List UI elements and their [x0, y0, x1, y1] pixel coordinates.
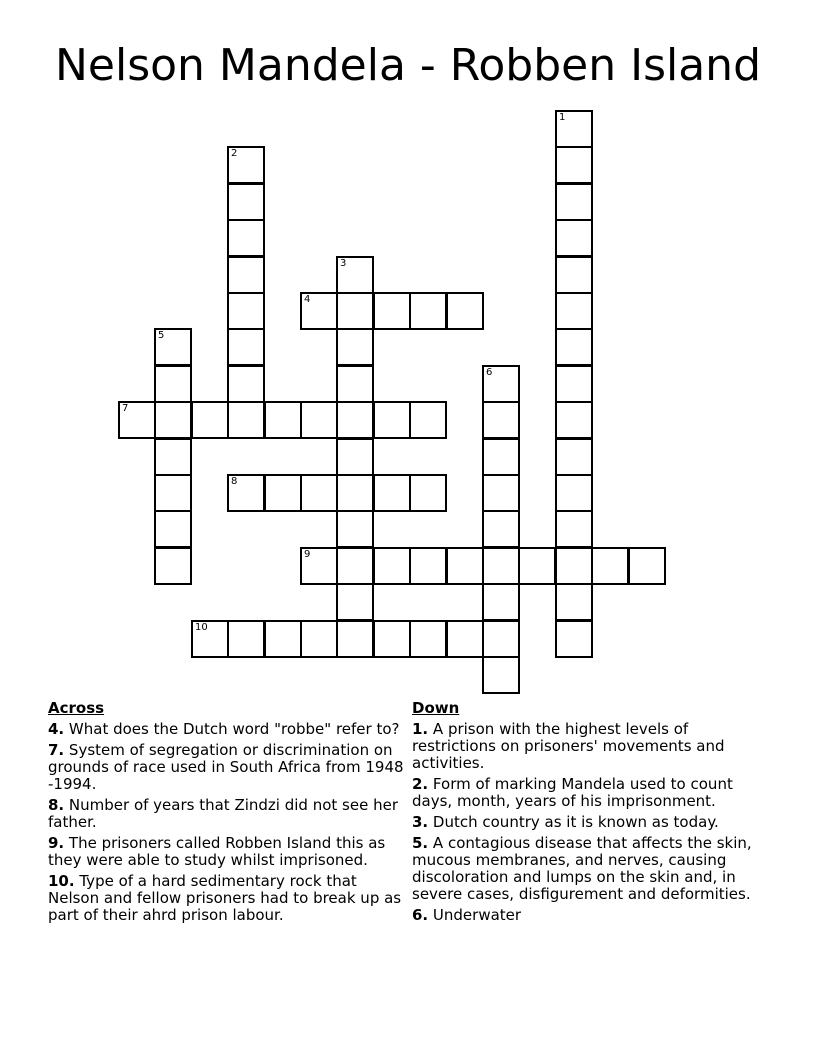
grid-cell[interactable]	[227, 292, 265, 330]
grid-cell[interactable]	[227, 183, 265, 221]
clue-text: A contagious disease that affects the skin, mucous membranes, and nerves, causing discoloration and lumps on the skin and, in severe cases, disfigurement and deformities.	[412, 834, 752, 903]
grid-cell[interactable]	[446, 547, 484, 585]
grid-cell[interactable]	[482, 656, 520, 694]
grid-cell[interactable]	[336, 620, 374, 658]
clue-item	[48, 873, 406, 924]
grid-cell[interactable]	[336, 365, 374, 403]
clue-item	[48, 835, 406, 869]
cell-number: 10	[195, 622, 208, 633]
clue-item	[412, 835, 762, 903]
grid-cell[interactable]	[227, 328, 265, 366]
clue-text: Dutch country as it is known as today.	[432, 813, 719, 831]
cell-number: 5	[158, 330, 165, 341]
cell-number: 7	[122, 403, 129, 414]
grid-cell[interactable]	[227, 256, 265, 294]
cell-number: 3	[340, 258, 347, 269]
grid-cell[interactable]	[191, 401, 229, 439]
grid-cell[interactable]	[336, 510, 374, 548]
grid-cell[interactable]	[227, 620, 265, 658]
grid-cell[interactable]	[446, 620, 484, 658]
grid-cell[interactable]	[154, 438, 192, 476]
clue-item	[412, 907, 762, 924]
grid-cell[interactable]	[409, 401, 447, 439]
grid-cell[interactable]	[336, 328, 374, 366]
grid-cell[interactable]	[555, 183, 593, 221]
clue-text: Underwater	[432, 906, 522, 924]
grid-cell[interactable]	[227, 474, 265, 512]
grid-cell[interactable]	[336, 474, 374, 512]
grid-cell[interactable]	[482, 365, 520, 403]
clue-number: 9.	[48, 834, 65, 852]
grid-cell[interactable]	[336, 547, 374, 585]
grid-cell[interactable]	[518, 547, 556, 585]
cell-number: 9	[304, 549, 311, 560]
grid-cell[interactable]	[300, 547, 338, 585]
grid-cell[interactable]	[482, 401, 520, 439]
clue-number: 4.	[48, 720, 65, 738]
clue-text: A prison with the highest levels of restrictions on prisoners' movements and activities.	[412, 720, 725, 772]
clue-text: Number of years that Zindzi did not see her father.	[48, 796, 398, 831]
down-heading: Down	[412, 699, 460, 717]
grid-cell[interactable]	[264, 474, 302, 512]
clue-item	[48, 742, 406, 793]
grid-cell[interactable]	[154, 365, 192, 403]
clue-text: The prisoners called Robben Island this as they were able to study whilst imprisoned.	[48, 834, 386, 869]
grid-cell[interactable]	[555, 110, 593, 148]
grid-cell[interactable]	[555, 256, 593, 294]
grid-cell[interactable]	[336, 292, 374, 330]
grid-cell[interactable]	[373, 620, 411, 658]
clue-number: 8.	[48, 796, 65, 814]
grid-cell[interactable]	[555, 510, 593, 548]
clue-text: Type of a hard sedimentary rock that Nelson and fellow prisoners had to break up as part of their ahrd prison labour.	[48, 872, 402, 924]
grid-cell[interactable]	[300, 292, 338, 330]
cell-number: 6	[486, 367, 493, 378]
cell-number: 8	[231, 476, 238, 487]
grid-cell[interactable]	[373, 547, 411, 585]
grid-cell[interactable]	[373, 292, 411, 330]
grid-cell[interactable]	[118, 401, 156, 439]
grid-cell[interactable]	[555, 547, 593, 585]
grid-cell[interactable]	[336, 256, 374, 294]
clue-item	[412, 776, 762, 810]
grid-cell[interactable]	[555, 474, 593, 512]
clue-item	[412, 721, 762, 772]
grid-cell[interactable]	[300, 474, 338, 512]
grid-cell[interactable]	[482, 620, 520, 658]
grid-cell[interactable]	[555, 219, 593, 257]
cell-number: 1	[559, 112, 566, 123]
grid-cell[interactable]	[409, 474, 447, 512]
grid-cell[interactable]	[227, 365, 265, 403]
grid-cell[interactable]	[191, 620, 229, 658]
grid-cell[interactable]	[555, 146, 593, 184]
grid-cell[interactable]	[555, 292, 593, 330]
clue-item	[412, 814, 762, 831]
grid-cell[interactable]	[154, 401, 192, 439]
grid-cell[interactable]	[154, 510, 192, 548]
grid-cell[interactable]	[154, 328, 192, 366]
clue-number: 10.	[48, 872, 75, 890]
grid-cell[interactable]	[555, 365, 593, 403]
grid-cell[interactable]	[628, 547, 666, 585]
grid-cell[interactable]	[482, 438, 520, 476]
grid-cell[interactable]	[482, 583, 520, 621]
clue-text: Form of marking Mandela used to count days, month, years of his imprisonment.	[412, 775, 733, 810]
grid-cell[interactable]	[336, 583, 374, 621]
grid-cell[interactable]	[227, 146, 265, 184]
grid-cell[interactable]	[555, 583, 593, 621]
clue-number: 6.	[412, 906, 429, 924]
grid-cell[interactable]	[555, 620, 593, 658]
grid-cell[interactable]	[227, 219, 265, 257]
grid-cell[interactable]	[409, 620, 447, 658]
grid-cell[interactable]	[373, 401, 411, 439]
grid-cell[interactable]	[300, 620, 338, 658]
grid-cell[interactable]	[409, 547, 447, 585]
down-clues	[412, 700, 762, 928]
across-heading: Across	[48, 699, 105, 717]
across-clues	[48, 700, 406, 928]
grid-cell[interactable]	[446, 292, 484, 330]
clue-number: 2.	[412, 775, 429, 793]
clue-number: 7.	[48, 741, 65, 759]
clue-text: System of segregation or discrimination on grounds of race used in South Africa from 1948 -1994.	[48, 741, 404, 793]
grid-cell[interactable]	[300, 401, 338, 439]
cell-number: 4	[304, 294, 311, 305]
grid-cell[interactable]	[555, 328, 593, 366]
cell-number: 2	[231, 148, 238, 159]
grid-cell[interactable]	[591, 547, 629, 585]
puzzle-title: Nelson Mandela - Robben Island	[55, 40, 761, 91]
clue-text: What does the Dutch word "robbe" refer to?	[68, 720, 400, 738]
grid-cell[interactable]	[264, 620, 302, 658]
clue-number: 5.	[412, 834, 429, 852]
grid-cell[interactable]	[264, 401, 302, 439]
grid-cell[interactable]	[154, 547, 192, 585]
clue-number: 1.	[412, 720, 429, 738]
clue-item	[48, 721, 406, 738]
grid-cell[interactable]	[555, 438, 593, 476]
grid-cell[interactable]	[373, 474, 411, 512]
grid-cell[interactable]	[555, 401, 593, 439]
grid-cell[interactable]	[336, 401, 374, 439]
grid-cell[interactable]	[154, 474, 192, 512]
grid-cell[interactable]	[409, 292, 447, 330]
grid-cell[interactable]	[227, 401, 265, 439]
clue-item	[48, 797, 406, 831]
grid-cell[interactable]	[482, 547, 520, 585]
grid-cell[interactable]	[336, 438, 374, 476]
grid-cell[interactable]	[482, 510, 520, 548]
clue-number: 3.	[412, 813, 429, 831]
grid-cell[interactable]	[482, 474, 520, 512]
